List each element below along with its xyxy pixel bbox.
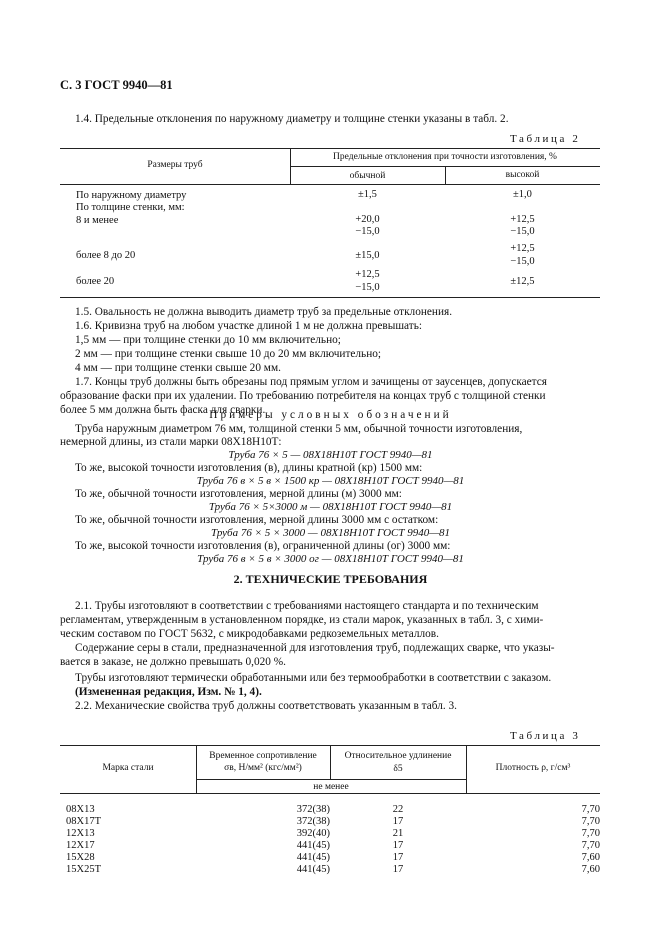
table-2-bottom-border (60, 297, 600, 298)
table-3-grade: 08Х13 (66, 804, 95, 815)
paragraph-2-1-cont: ческим составом по ГОСТ 5632, с микродобавками редкоземельных металлов. (60, 628, 439, 640)
table-3-tensile: 441(45) (296, 840, 330, 851)
table-2-col-normal: обычной (349, 171, 386, 181)
table-2-cell: +12,5 (510, 243, 535, 254)
paragraph-2-1: 2.1. Трубы изготовляют в соответствии с требованиями настоящего стандарта и по техническим (75, 600, 539, 612)
page-header: С. 3 ГОСТ 9940—81 (60, 78, 173, 92)
table-3-elongation: 17 (392, 864, 404, 875)
paragraph-1-7-cont: более 5 мм должна быть фаска для сварки. (60, 404, 266, 416)
table-3-density: 7,70 (581, 804, 600, 815)
table-3-divider (466, 779, 467, 793)
table-2-cell: ±15,0 (355, 250, 380, 261)
table-3-density: 7,70 (581, 828, 600, 839)
example-5-designation: Труба 76 в × 5 в × 3000 ог — 08Х18Н10Т ГОСТ 9940—81 (197, 553, 464, 565)
paragraph-1-6-a: 1,5 мм — при толщине стенки до 10 мм включительно; (75, 334, 341, 346)
table-3-col-elongation: Относительное удлинение (344, 751, 452, 761)
table-3-col-elongation-symbol: δ5 (393, 764, 403, 774)
section-2-title: 2. ТЕХНИЧЕСКИЕ ТРЕБОВАНИЯ (233, 572, 428, 586)
table-3-subheader-line (196, 779, 466, 780)
table-3-tensile: 392(40) (296, 828, 330, 839)
table-3-tensile: 441(45) (296, 852, 330, 863)
table-3-elongation: 17 (392, 816, 404, 827)
table-3-elongation: 22 (392, 804, 404, 815)
examples-title: Примеры условных обозначений (209, 409, 452, 421)
revision-note: (Измененная редакция, Изм. № 1, 4). (75, 686, 262, 698)
table-2-cell: −15,0 (510, 226, 535, 237)
paragraph-1-5: 1.5. Овальность не должна выводить диаметр труб за предельные отклонения. (75, 306, 453, 318)
example-4-designation: Труба 76 × 5 × 3000 — 08Х18Н10Т ГОСТ 9940—81 (210, 527, 451, 539)
table-2-col-deviations: Предельные отклонения при точности изготовления, % (333, 152, 557, 162)
table-2-row-label: По толщине стенки, мм: (76, 202, 185, 213)
table-3-col-grade: Марка стали (102, 763, 154, 773)
table-2-cell: ±12,5 (510, 276, 535, 287)
paragraph-2-2: 2.2. Механические свойства труб должны соответствовать указанным в табл. 3. (75, 700, 457, 712)
table-2-cell: +20,0 (355, 214, 380, 225)
paragraph-1-6-c: 4 мм — при толщине стенки свыше 20 мм. (75, 362, 281, 374)
table-3-grade: 12Х13 (66, 828, 95, 839)
table-3-density: 7,70 (581, 840, 600, 851)
example-2-text: То же, высокой точности изготовления (в), длины кратной (кр) 1500 мм: (75, 462, 423, 474)
table-2-subheader-line (290, 166, 600, 167)
table-3-label: Таблица 3 (510, 730, 581, 742)
table-2-cell: −15,0 (355, 282, 380, 293)
paragraph-2-1-heat: Трубы изготовляют термически обработанными или без термообработки в соответствии с заказом. (75, 672, 552, 684)
paragraph-1-7: 1.7. Концы труб должны быть обрезаны под прямым углом и зачищены от заусенцев, допускается (75, 376, 547, 388)
paragraph-2-1-cont: регламентам, утвержденным в установленном порядке, из стали марок, указанных в табл. 3, с хими- (60, 614, 544, 626)
table-3-col-tensile-unit: σв, Н/мм² (кгс/мм²) (224, 763, 302, 773)
table-3-elongation: 21 (392, 828, 404, 839)
table-3-col-density: Плотность ρ, г/см³ (495, 763, 571, 773)
table-2-row-label: более 20 (76, 276, 115, 287)
table-2-row-label: более 8 до 20 (76, 250, 136, 261)
table-3-density: 7,70 (581, 816, 600, 827)
paragraph-2-1-sulfur: Содержание серы в стали, предназначенной для изготовления труб, подлежащих сварке, что указы- (75, 642, 555, 654)
table-2-label: Таблица 2 (510, 133, 581, 145)
table-3-grade: 08Х17Т (66, 816, 101, 827)
table-3-header-bottom (60, 793, 600, 794)
paragraph-2-1-sulfur-cont: вается в заказе, не должно превышать 0,020 %. (60, 656, 286, 668)
example-1-text: Труба наружным диаметром 76 мм, толщиной стенки 5 мм, обычной точности изготовления, (75, 423, 523, 435)
paragraph-1-6: 1.6. Кривизна труб на любом участке длиной 1 м не должна превышать: (75, 320, 423, 332)
table-2-cell: ±1,0 (513, 189, 532, 200)
table-3-tensile: 372(38) (296, 816, 330, 827)
table-3-grade: 15Х28 (66, 852, 95, 863)
example-1-designation: Труба 76 × 5 — 08Х18Н10Т ГОСТ 9940—81 (228, 449, 433, 461)
paragraph-1-7-cont: образование фаски при их удалении. По требованию потребителя на концах труб с толщиной стенки (60, 390, 546, 402)
example-1-text: немерной длины, из стали марки 08Х18Н10Т: (60, 436, 282, 448)
table-2-cell: −15,0 (355, 226, 380, 237)
paragraph-1-4: 1.4. Предельные отклонения по наружному диаметру и толщине стенки указаны в табл. 2. (75, 113, 509, 125)
example-2-designation: Труба 76 в × 5 в × 1500 кр — 08Х18Н10Т ГОСТ 9940—81 (196, 475, 465, 487)
table-3-grade: 12Х17 (66, 840, 95, 851)
table-3-grade: 15Х25Т (66, 864, 101, 875)
table-2-cell: ±1,5 (358, 189, 377, 200)
example-3-designation: Труба 76 × 5×3000 м — 08Х18Н10Т ГОСТ 9940—81 (208, 501, 453, 513)
table-2-col-sizes: Размеры труб (147, 160, 203, 170)
table-2-row-label: 8 и менее (76, 215, 119, 226)
example-3-text: То же, обычной точности изготовления, мерной длины (м) 3000 мм: (75, 488, 402, 500)
table-2-cell: +12,5 (355, 269, 380, 280)
example-5-text: То же, высокой точности изготовления (в), ограниченной длины (ог) 3000 мм: (75, 540, 451, 552)
table-2-cell: +12,5 (510, 214, 535, 225)
table-3-elongation: 17 (392, 840, 404, 851)
table-3-density: 7,60 (581, 864, 600, 875)
table-2-row-label: По наружному диаметру (76, 190, 187, 201)
table-2-header-bottom (60, 184, 600, 185)
table-2-top-border (60, 148, 600, 149)
table-3-not-less: не менее (313, 782, 349, 792)
table-3-col-tensile: Временное сопротивление (209, 751, 317, 761)
table-3-tensile: 441(45) (296, 864, 330, 875)
example-4-text: То же, обычной точности изготовления, мерной длины 3000 мм с остатком: (75, 514, 439, 526)
table-3-elongation: 17 (392, 852, 404, 863)
table-2-col-high: высокой (505, 170, 540, 180)
table-2-cell: −15,0 (510, 256, 535, 267)
paragraph-1-6-b: 2 мм — при толщине стенки свыше 10 до 20 мм включительно; (75, 348, 382, 360)
table-3-tensile: 372(38) (296, 804, 330, 815)
table-3-density: 7,60 (581, 852, 600, 863)
